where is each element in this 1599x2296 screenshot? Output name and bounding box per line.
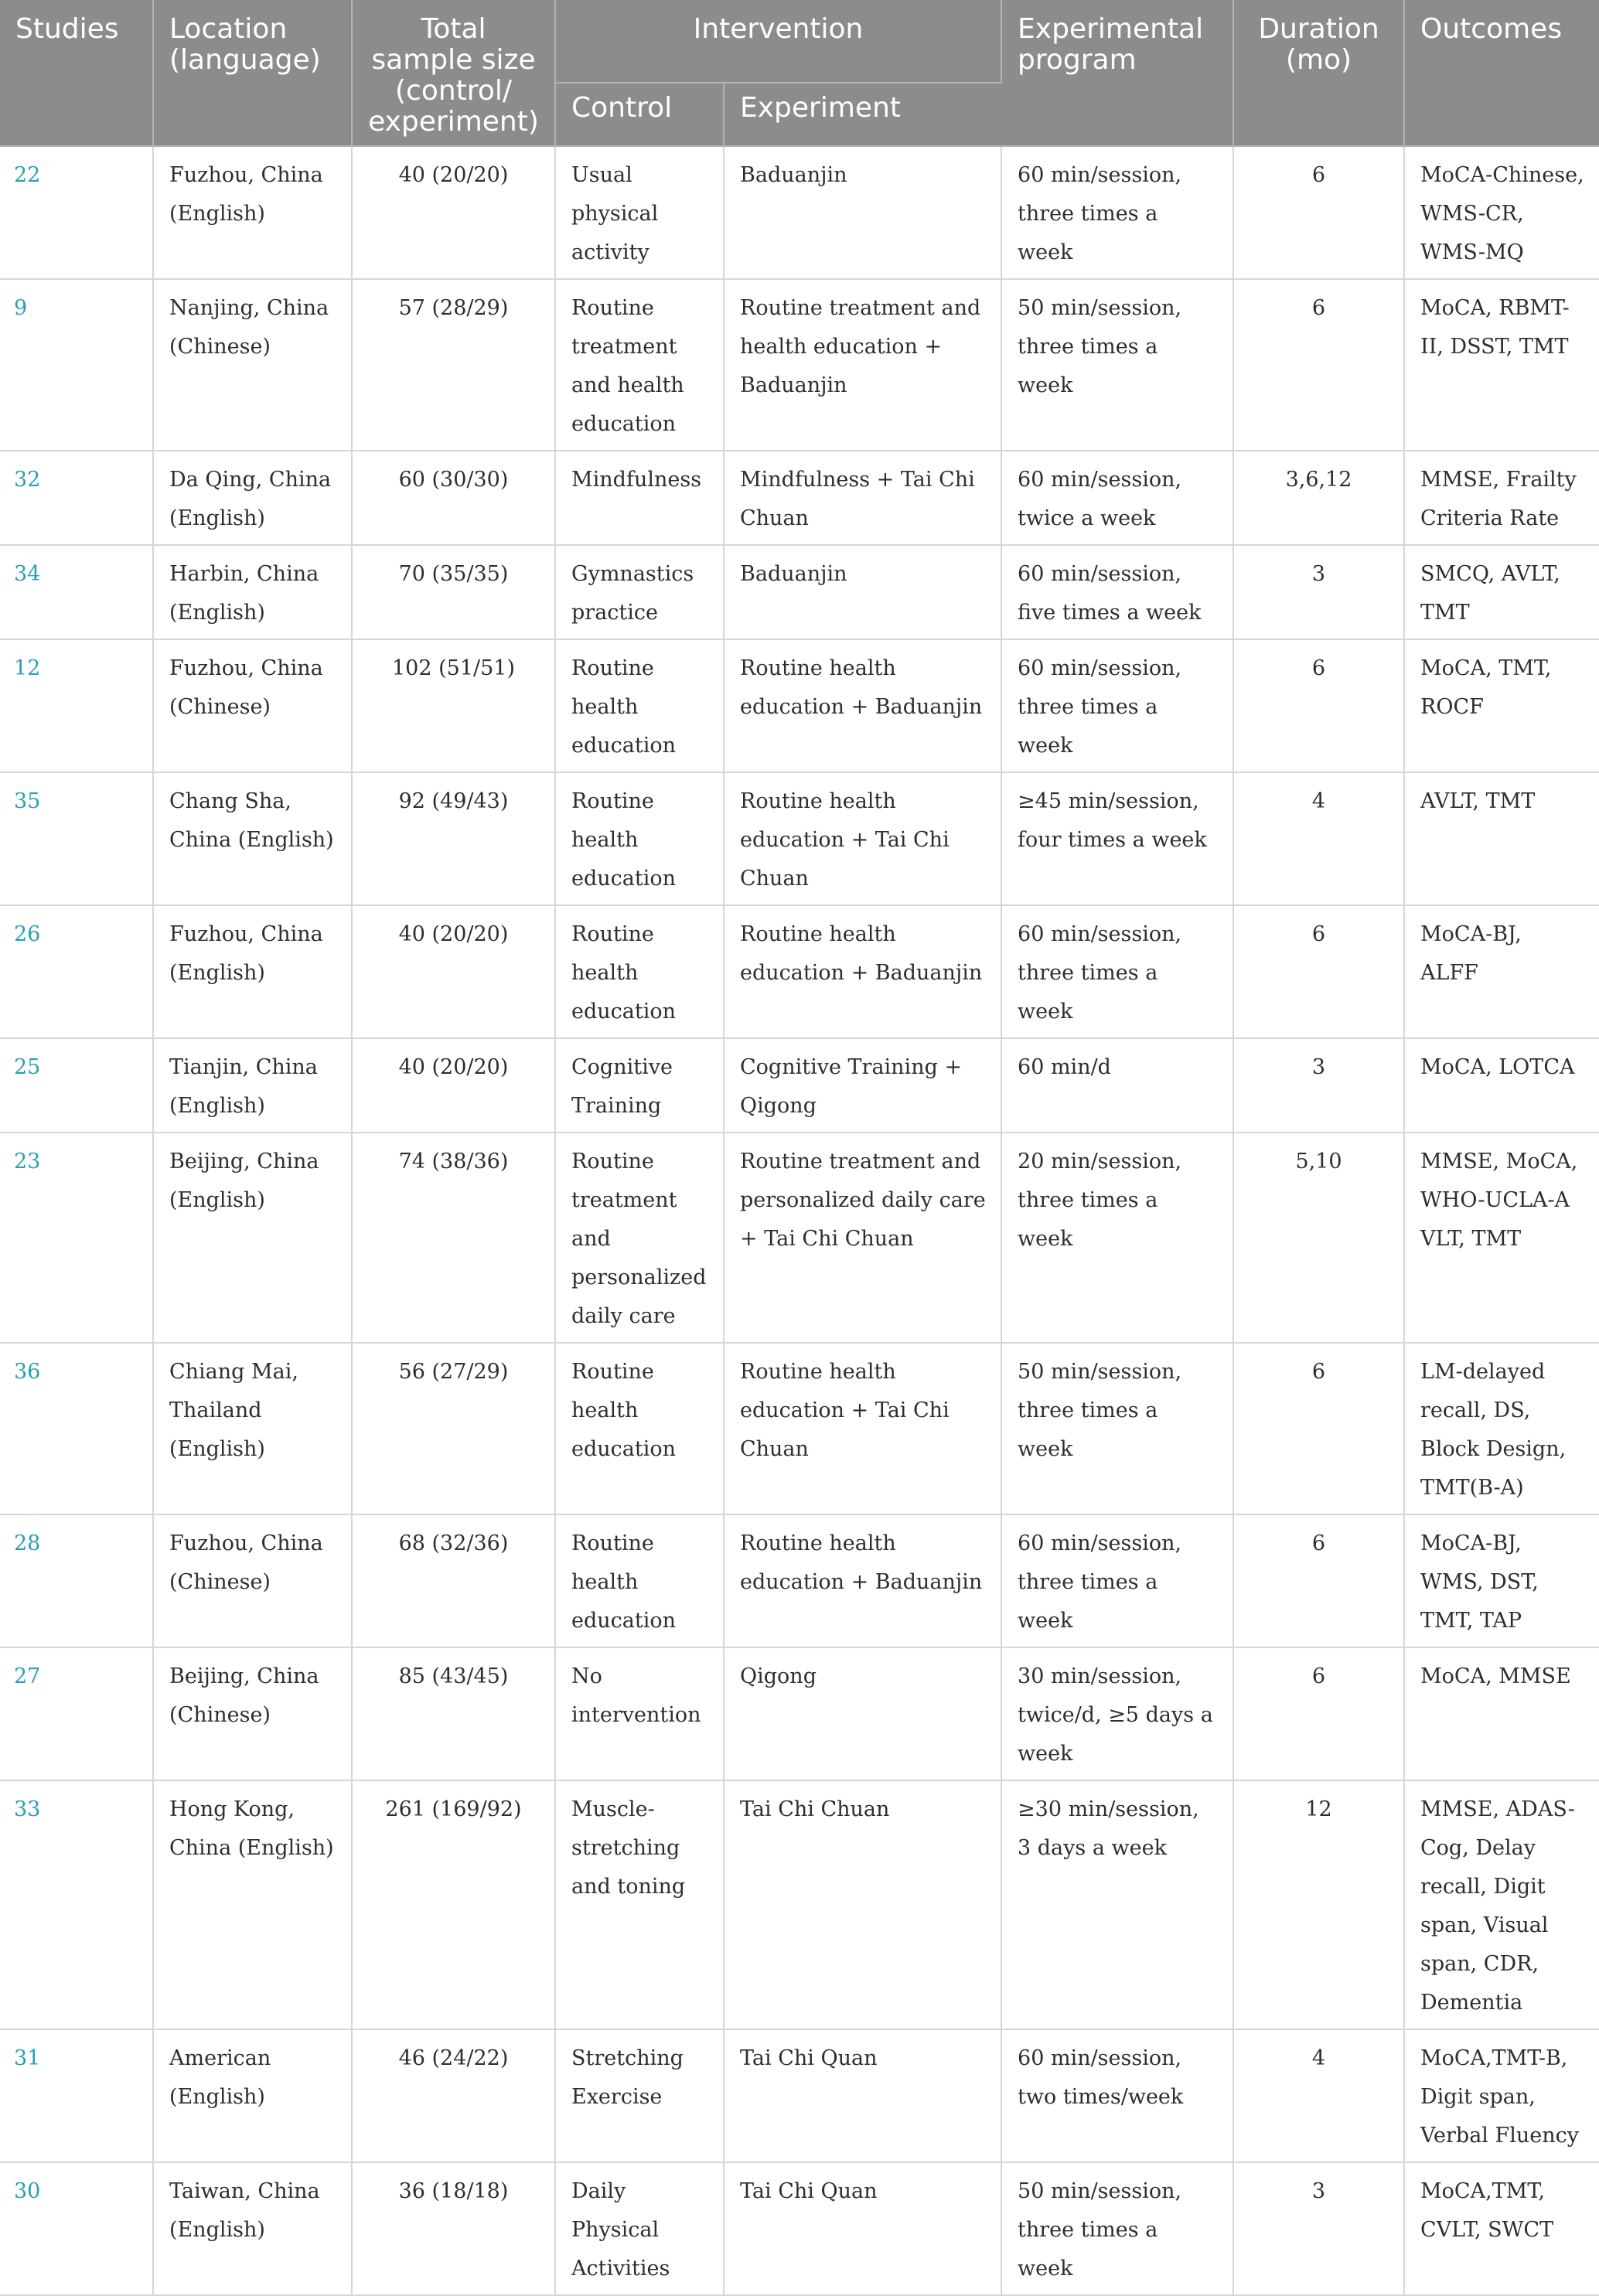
experiment-cell: Tai Chi Quan xyxy=(724,2162,1001,2295)
sample-size-cell: 46 (24/22) xyxy=(352,2029,555,2162)
outcomes-cell: SMCQ, AVLT, TMT xyxy=(1404,545,1599,639)
outcomes-cell: MoCA-BJ, ALFF xyxy=(1404,905,1599,1038)
study-ref-link[interactable]: 35 xyxy=(0,772,153,905)
study-ref-link[interactable]: 22 xyxy=(0,146,153,279)
study-ref-link[interactable]: 28 xyxy=(0,1514,153,1647)
table-row xyxy=(0,1514,1599,1647)
table-row xyxy=(0,905,1599,1038)
program-cell: 50 min/session, three times a week xyxy=(1001,2162,1233,2295)
header-location: Location (language) xyxy=(153,0,352,146)
program-cell: 60 min/session, two times/week xyxy=(1001,2029,1233,2162)
table-row xyxy=(0,1647,1599,1780)
program-cell: ≥45 min/session, four times a week xyxy=(1001,772,1233,905)
location-cell: Taiwan, China (English) xyxy=(153,2162,352,2295)
program-cell: ≥30 min/session, 3 days a week xyxy=(1001,1780,1233,2029)
study-ref-link[interactable]: 36 xyxy=(0,1343,153,1514)
sample-size-cell: 40 (20/20) xyxy=(352,146,555,279)
experiment-cell: Routine health education + Baduanjin xyxy=(724,1514,1001,1647)
study-ref-link[interactable]: 34 xyxy=(0,545,153,639)
duration-cell: 3 xyxy=(1233,545,1404,639)
outcomes-cell: AVLT, TMT xyxy=(1404,772,1599,905)
table-row xyxy=(0,1133,1599,1343)
sample-size-cell: 60 (30/30) xyxy=(352,451,555,545)
table-row xyxy=(0,2029,1599,2162)
outcomes-cell: MoCA,TMT-B, Digit span, Verbal Fluency xyxy=(1404,2029,1599,2162)
experiment-cell: Cognitive Training + Qigong xyxy=(724,1038,1001,1133)
sample-size-cell: 261 (169/92) xyxy=(352,1780,555,2029)
experiment-cell: Qigong xyxy=(724,1647,1001,1780)
control-cell: Routine treatment and personalized daily care xyxy=(555,1133,724,1343)
program-cell: 60 min/session, five times a week xyxy=(1001,545,1233,639)
duration-cell: 4 xyxy=(1233,772,1404,905)
duration-cell: 6 xyxy=(1233,1343,1404,1514)
table-header xyxy=(0,0,1599,146)
program-cell: 50 min/session, three times a week xyxy=(1001,1343,1233,1514)
sample-size-cell: 40 (20/20) xyxy=(352,1038,555,1133)
location-cell: Fuzhou, China (Chinese) xyxy=(153,1514,352,1647)
duration-cell: 4 xyxy=(1233,2029,1404,2162)
outcomes-cell: MoCA, LOTCA xyxy=(1404,1038,1599,1133)
outcomes-cell: MoCA-Chinese, WMS-CR, WMS-MQ xyxy=(1404,146,1599,279)
control-cell: Daily Physical Activities xyxy=(555,2162,724,2295)
experiment-cell: Routine treatment and health education + Baduanjin xyxy=(724,279,1001,451)
control-cell: Routine health education xyxy=(555,639,724,772)
study-ref-link[interactable]: 26 xyxy=(0,905,153,1038)
duration-cell: 6 xyxy=(1233,639,1404,772)
duration-cell: 6 xyxy=(1233,905,1404,1038)
table-row xyxy=(0,1343,1599,1514)
location-cell: Fuzhou, China (English) xyxy=(153,905,352,1038)
table-row xyxy=(0,545,1599,639)
control-cell: Mindfulness xyxy=(555,451,724,545)
control-cell: Cognitive Training xyxy=(555,1038,724,1133)
experiment-cell: Routine treatment and personalized daily care + Tai Chi Chuan xyxy=(724,1133,1001,1343)
sample-size-cell: 70 (35/35) xyxy=(352,545,555,639)
control-cell: No intervention xyxy=(555,1647,724,1780)
outcomes-cell: MMSE, ADAS-Cog, Delay recall, Digit span, Visual span, CDR, Dementia xyxy=(1404,1780,1599,2029)
duration-cell: 3,6,12 xyxy=(1233,451,1404,545)
table-row xyxy=(0,2162,1599,2295)
program-cell: 50 min/session, three times a week xyxy=(1001,279,1233,451)
outcomes-cell: LM-delayed recall, DS, Block Design, TMT(B-A) xyxy=(1404,1343,1599,1514)
location-cell: Harbin, China (English) xyxy=(153,545,352,639)
location-cell: Fuzhou, China (English) xyxy=(153,146,352,279)
study-ref-link[interactable]: 31 xyxy=(0,2029,153,2162)
study-ref-link[interactable]: 30 xyxy=(0,2162,153,2295)
table-row xyxy=(0,1038,1599,1133)
duration-cell: 3 xyxy=(1233,2162,1404,2295)
location-cell: Beijing, China (Chinese) xyxy=(153,1647,352,1780)
study-ref-link[interactable]: 23 xyxy=(0,1133,153,1343)
study-ref-link[interactable]: 12 xyxy=(0,639,153,772)
control-cell: Muscle-stretching and toning xyxy=(555,1780,724,2029)
control-cell: Stretching Exercise xyxy=(555,2029,724,2162)
experiment-cell: Routine health education + Baduanjin xyxy=(724,639,1001,772)
sample-size-cell: 57 (28/29) xyxy=(352,279,555,451)
location-cell: Hong Kong, China (English) xyxy=(153,1780,352,2029)
table-row xyxy=(0,451,1599,545)
program-cell: 60 min/session, three times a week xyxy=(1001,905,1233,1038)
outcomes-cell: MoCA, RBMT-II, DSST, TMT xyxy=(1404,279,1599,451)
control-cell: Routine health education xyxy=(555,772,724,905)
experiment-cell: Routine health education + Tai Chi Chuan xyxy=(724,772,1001,905)
duration-cell: 3 xyxy=(1233,1038,1404,1133)
control-cell: Routine health education xyxy=(555,1514,724,1647)
study-ref-link[interactable]: 33 xyxy=(0,1780,153,2029)
location-cell: American (English) xyxy=(153,2029,352,2162)
location-cell: Chang Sha, China (English) xyxy=(153,772,352,905)
sample-size-cell: 36 (18/18) xyxy=(352,2162,555,2295)
duration-cell: 6 xyxy=(1233,279,1404,451)
experiment-cell: Tai Chi Quan xyxy=(724,2029,1001,2162)
control-cell: Routine health education xyxy=(555,905,724,1038)
experiment-cell: Routine health education + Tai Chi Chuan xyxy=(724,1343,1001,1514)
program-cell: 60 min/session, three times a week xyxy=(1001,639,1233,772)
study-ref-link[interactable]: 32 xyxy=(0,451,153,545)
duration-cell: 6 xyxy=(1233,1647,1404,1780)
control-cell: Usual physical activity xyxy=(555,146,724,279)
table-row xyxy=(0,772,1599,905)
table-row xyxy=(0,146,1599,279)
header-program: Experimental program xyxy=(1001,0,1233,146)
program-cell: 60 min/session, three times a week xyxy=(1001,146,1233,279)
experiment-cell: Routine health education + Baduanjin xyxy=(724,905,1001,1038)
header-control: Control xyxy=(555,83,724,146)
table-row xyxy=(0,279,1599,451)
outcomes-cell: MoCA-BJ, WMS, DST, TMT, TAP xyxy=(1404,1514,1599,1647)
program-cell: 30 min/session, twice/d, ≥5 days a week xyxy=(1001,1647,1233,1780)
header-studies: Studies xyxy=(0,0,153,146)
control-cell: Gymnastics practice xyxy=(555,545,724,639)
outcomes-cell: MoCA,TMT, CVLT, SWCT xyxy=(1404,2162,1599,2295)
duration-cell: 5,10 xyxy=(1233,1133,1404,1343)
outcomes-cell: MMSE, MoCA, WHO-UCLA-A VLT, TMT xyxy=(1404,1133,1599,1343)
sample-size-cell: 68 (32/36) xyxy=(352,1514,555,1647)
header-experiment: Experiment xyxy=(724,83,1001,146)
location-cell: Chiang Mai, Thailand (English) xyxy=(153,1343,352,1514)
table-body xyxy=(0,146,1599,2295)
sample-size-cell: 56 (27/29) xyxy=(352,1343,555,1514)
experiment-cell: Baduanjin xyxy=(724,545,1001,639)
outcomes-cell: MoCA, MMSE xyxy=(1404,1647,1599,1780)
header-outcomes: Outcomes xyxy=(1404,0,1599,146)
table-row xyxy=(0,639,1599,772)
location-cell: Nanjing, China (Chinese) xyxy=(153,279,352,451)
location-cell: Beijing, China (English) xyxy=(153,1133,352,1343)
sample-size-cell: 85 (43/45) xyxy=(352,1647,555,1780)
location-cell: Fuzhou, China (Chinese) xyxy=(153,639,352,772)
location-cell: Da Qing, China (English) xyxy=(153,451,352,545)
header-intervention: Intervention xyxy=(555,0,1001,83)
header-duration: Duration (mo) xyxy=(1233,0,1404,146)
experiment-cell: Baduanjin xyxy=(724,146,1001,279)
program-cell: 60 min/session, twice a week xyxy=(1001,451,1233,545)
control-cell: Routine health education xyxy=(555,1343,724,1514)
duration-cell: 12 xyxy=(1233,1780,1404,2029)
sample-size-cell: 40 (20/20) xyxy=(352,905,555,1038)
sample-size-cell: 74 (38/36) xyxy=(352,1133,555,1343)
sample-size-cell: 92 (49/43) xyxy=(352,772,555,905)
duration-cell: 6 xyxy=(1233,146,1404,279)
study-ref-link[interactable]: 27 xyxy=(0,1647,153,1780)
duration-cell: 6 xyxy=(1233,1514,1404,1647)
study-ref-link[interactable]: 25 xyxy=(0,1038,153,1133)
program-cell: 60 min/d xyxy=(1001,1038,1233,1133)
sample-size-cell: 102 (51/51) xyxy=(352,639,555,772)
program-cell: 20 min/session, three times a week xyxy=(1001,1133,1233,1343)
outcomes-cell: MMSE, Frailty Criteria Rate xyxy=(1404,451,1599,545)
program-cell: 60 min/session, three times a week xyxy=(1001,1514,1233,1647)
outcomes-cell: MoCA, TMT, ROCF xyxy=(1404,639,1599,772)
header-sample-size: Total sample size (control/ experiment) xyxy=(352,0,555,146)
control-cell: Routine treatment and health education xyxy=(555,279,724,451)
table-row xyxy=(0,1780,1599,2029)
location-cell: Tianjin, China (English) xyxy=(153,1038,352,1133)
study-ref-link[interactable]: 9 xyxy=(0,279,153,451)
experiment-cell: Tai Chi Chuan xyxy=(724,1780,1001,2029)
experiment-cell: Mindfulness + Tai Chi Chuan xyxy=(724,451,1001,545)
